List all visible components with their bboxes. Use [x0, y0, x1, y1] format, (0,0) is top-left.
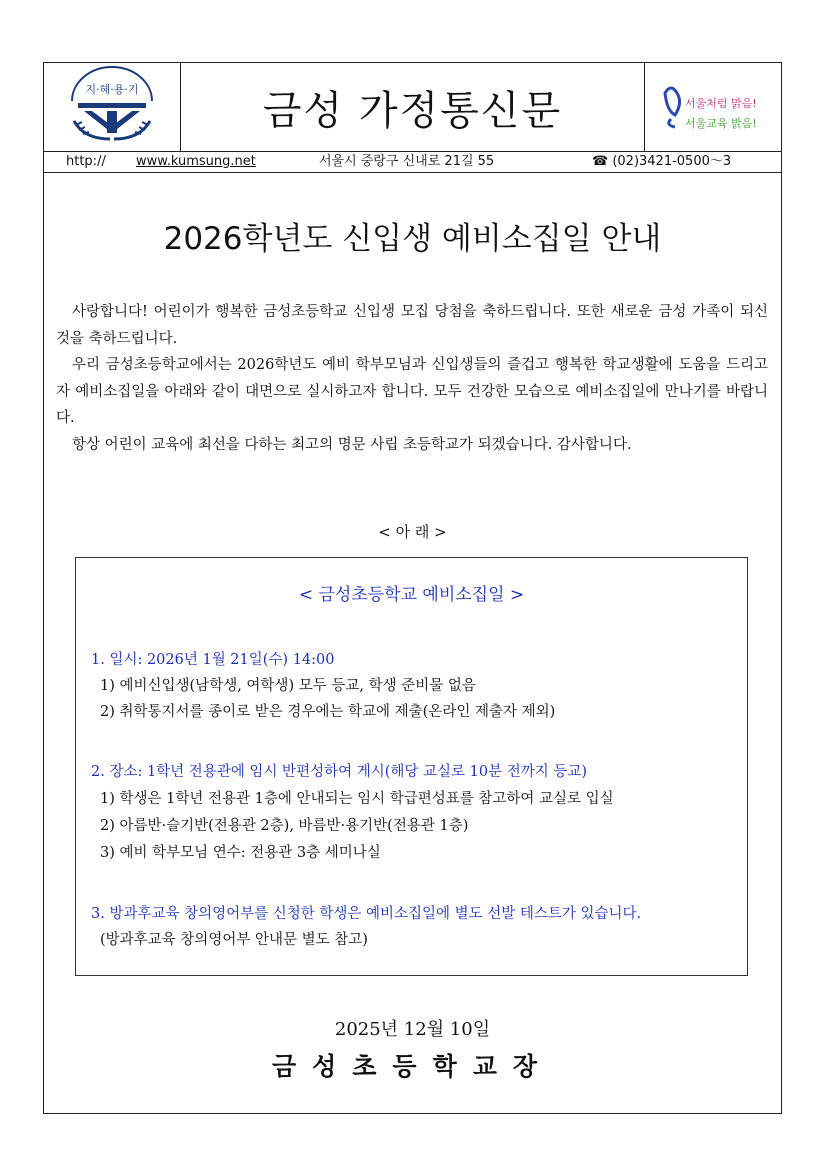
principal-signature: 금성초등학교장	[271, 1052, 554, 1081]
seoul-slogan-icon	[645, 63, 781, 151]
orientation-details-box	[75, 557, 748, 976]
seal-line-1: 서울처럼 맑음!	[685, 97, 757, 110]
intro-paragraph: 항상 어린이 교육에 최선을 다하는 최고의 명문 사립 초등학교가 되겠습니다. 감사합니다.	[72, 436, 632, 453]
school-address: 서울시 중랑구 신내로 21길 55	[319, 154, 495, 169]
masthead	[44, 63, 781, 152]
school-logo	[44, 63, 181, 151]
location-item: 2) 아름반·슬기반(전용관 2층), 바름반·용기반(전용관 1층)	[100, 818, 469, 834]
location-item: 1) 학생은 1학년 전용관 1층에 안내되는 임시 학급편성표를 참고하여 교실로 입실	[100, 791, 614, 807]
school-emblem-icon	[44, 63, 180, 151]
schedule-item: 1) 예비신입생(남학생, 여학생) 모두 등교, 학생 준비물 없음	[100, 678, 476, 694]
newsletter-frame	[43, 62, 782, 1114]
details-heading: < 아 래 >	[378, 523, 447, 541]
box-title: < 금성초등학교 예비소집일 >	[298, 585, 525, 605]
phone-number: ☎ (02)3421-0500～3	[592, 154, 732, 169]
document-title: 2026학년도 신입생 예비소집일 안내	[163, 221, 662, 257]
schedule-item: 2) 취학통지서를 종이로 받은 경우에는 학교에 제출(온라인 제출자 제외)	[100, 704, 556, 720]
section-schedule-heading: 1. 일시: 2026년 1월 21일(수) 14:00	[91, 652, 335, 668]
info-bar	[44, 151, 781, 173]
seal-line-2: 서울교육 밝음!	[685, 117, 757, 130]
intro-text	[56, 299, 768, 458]
logo-text: 지·혜·용·기	[85, 83, 139, 96]
intro-paragraph: 우리 금성초등학교에서는 2026학년도 예비 학부모님과 신입생들의 즐겁고 행복한 학교생활에 도움을 드리고자 예비소집일을 아래와 같이 대면으로 실시하고자 합니다. 모두 건강한 모습으로 예비소집일에 만나기를 바랍니다.	[56, 357, 768, 426]
location-item: 3) 예비 학부모님 연수: 전용관 3층 세미나실	[100, 845, 381, 861]
section-location-heading: 2. 장소: 1학년 전용관에 임시 반편성하여 게시(해당 교실로 10분 전까지 등교)	[91, 764, 587, 780]
url-prefix: http://	[66, 154, 106, 169]
seoul-education-seal	[644, 63, 781, 151]
intro-paragraph: 사랑합니다! 어린이가 행복한 금성초등학교 신입생 모집 당첨을 축하드립니다. 또한 새로운 금성 가족이 되신 것을 축하드립니다.	[56, 304, 768, 347]
newsletter-name: 금성 가정통신문	[262, 87, 563, 134]
issue-date: 2025년 12월 10일	[334, 1019, 491, 1040]
section-english-heading: 3. 방과후교육 창의영어부를 신청한 학생은 예비소집일에 별도 선발 테스트가 있습니다.	[91, 906, 642, 922]
website-link[interactable]: www.kumsung.net	[136, 154, 256, 169]
english-note: (방과후교육 창의영어부 안내문 별도 참고)	[100, 932, 368, 948]
